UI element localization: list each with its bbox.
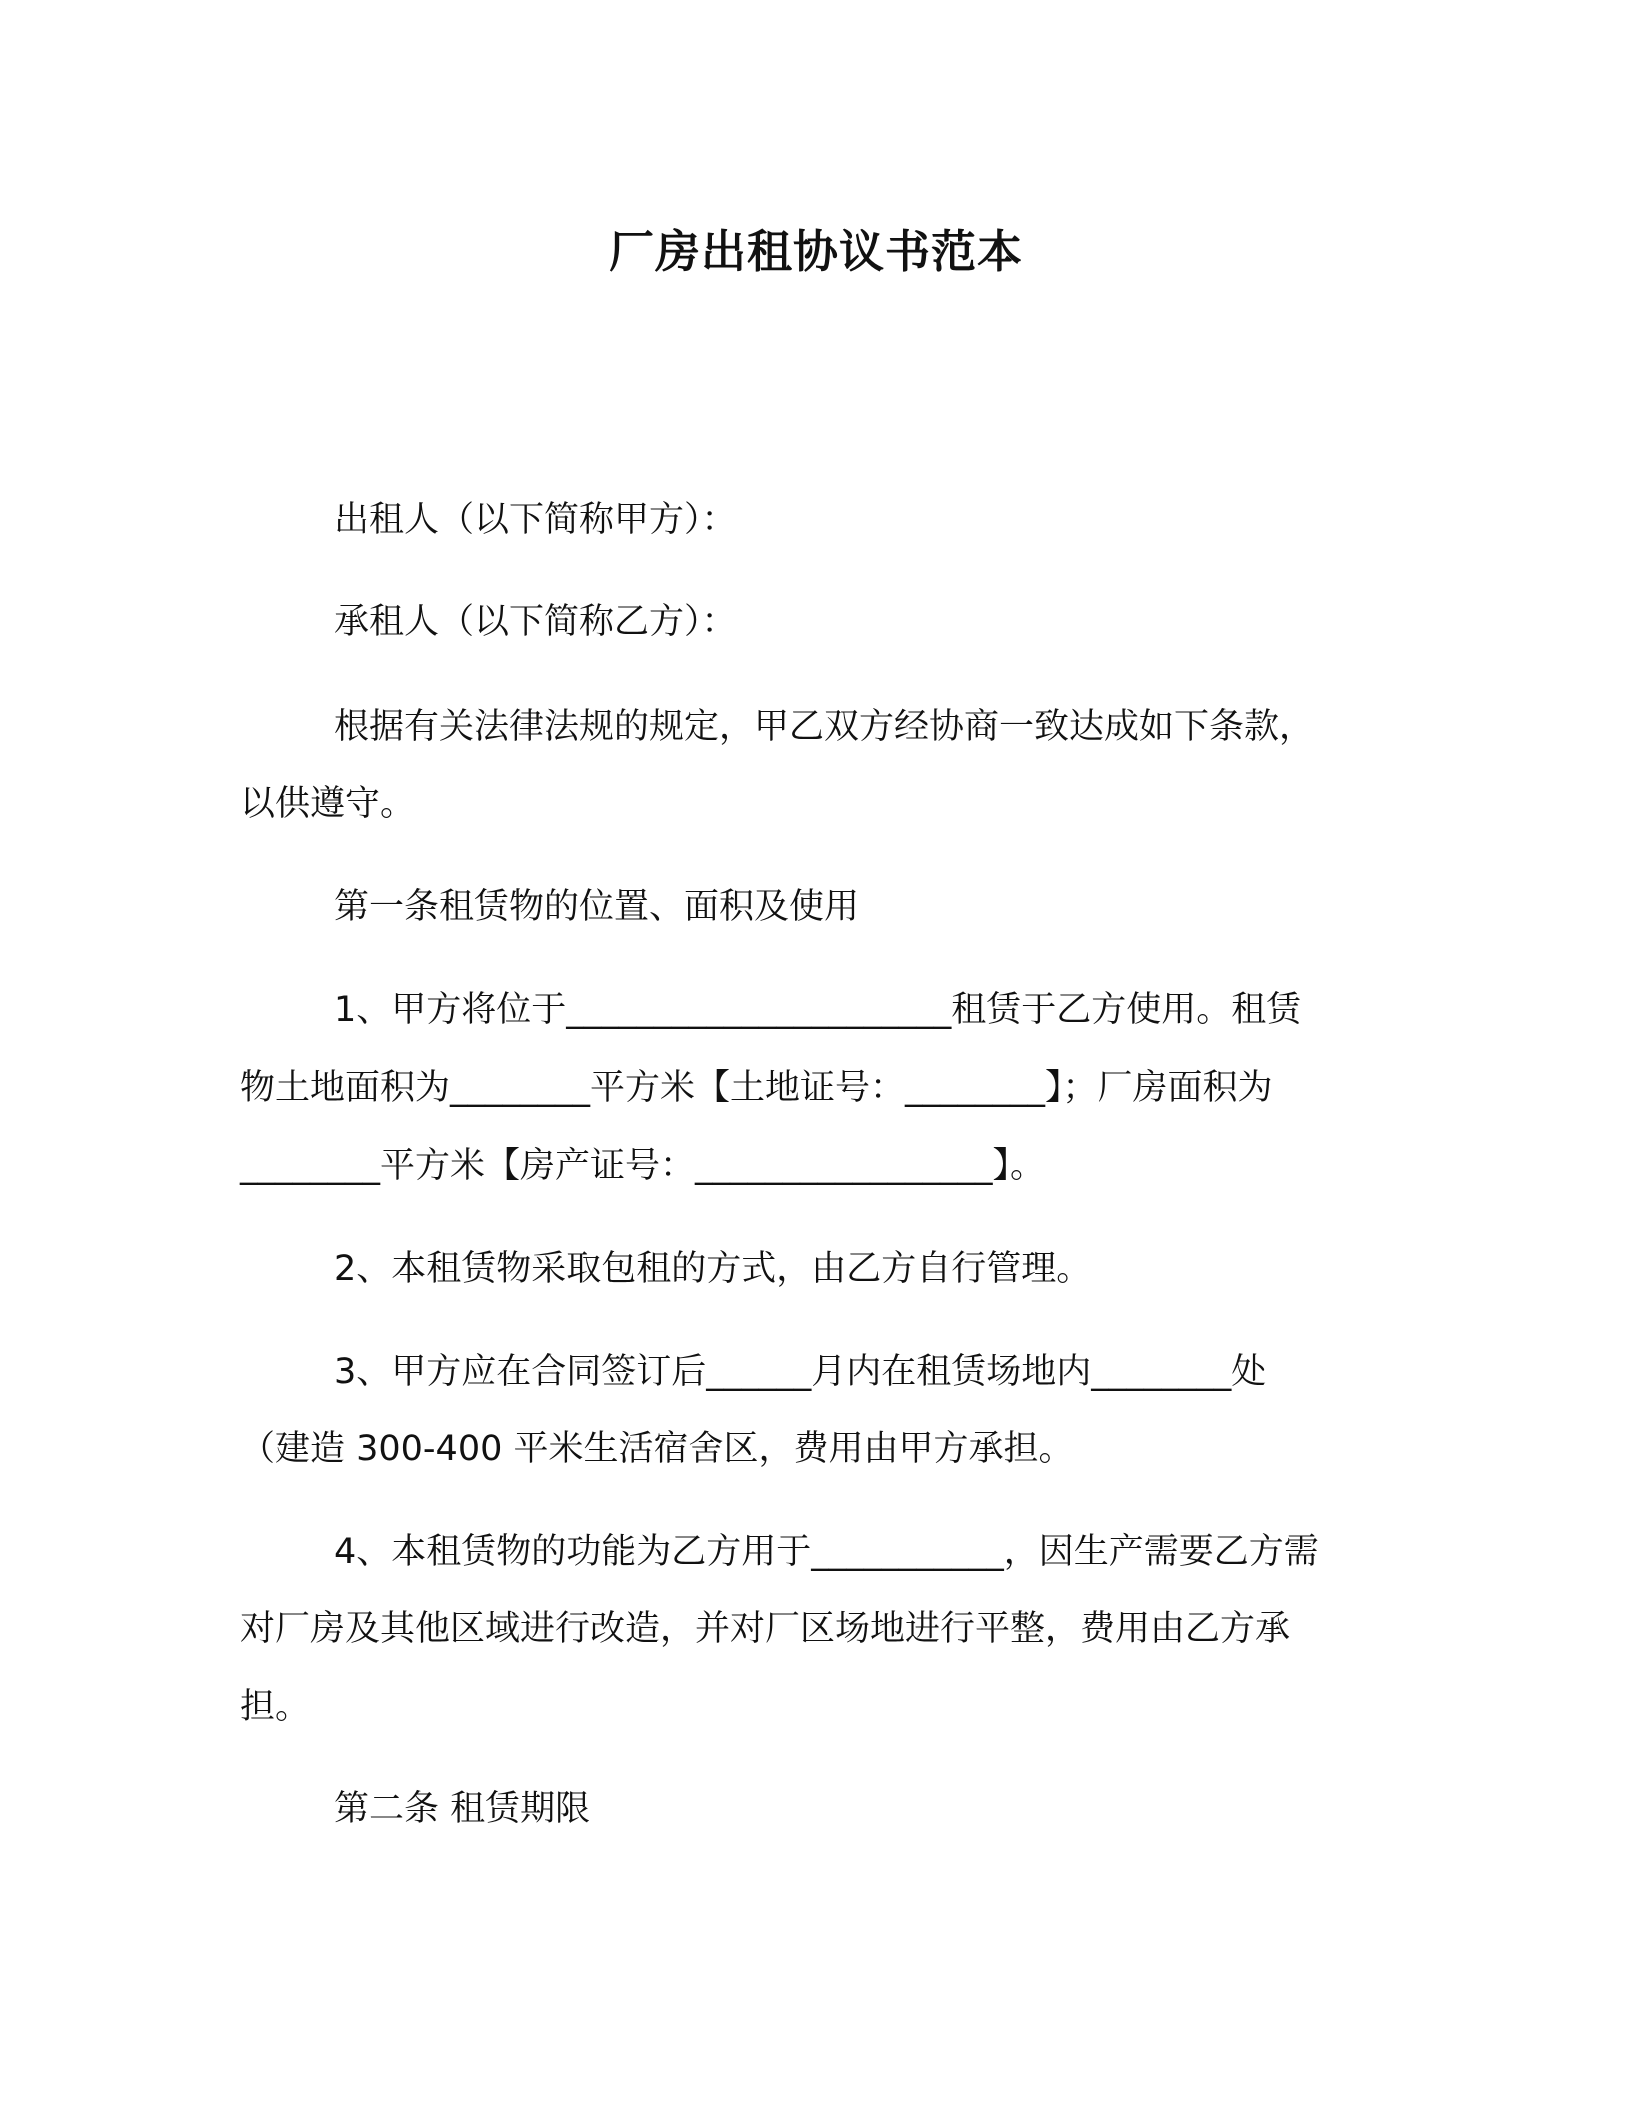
clause-1-line-3: ________平方米【房产证号：_________________】。 [240,1146,1046,1186]
preamble-line-2: 以供遵守。 [240,784,416,824]
clause-4-line-2: 对厂房及其他区域进行改造，并对厂区场地进行平整，费用由乙方承 [240,1609,1291,1649]
article-2-heading: 第二条 租赁期限 [334,1789,591,1829]
lessee-line: 承租人（以下简称乙方）： [334,602,737,642]
article-1-heading: 第一条租赁物的位置、面积及使用 [334,887,860,927]
clause-4-line-3: 担。 [240,1687,311,1727]
clause-2-line: 2、本租赁物采取包租的方式，由乙方自行管理。 [334,1249,1092,1289]
lessor-line: 出租人（以下简称甲方）： [334,500,737,540]
clause-1-line-2: 物土地面积为________平方米【土地证号：________】；厂房面积为 [240,1068,1273,1108]
clause-3-line-1: 3、甲方应在合同签订后______月内在租赁场地内________处 [334,1352,1267,1392]
clause-3-line-2: （建造 300-400 平米生活宿舍区，费用由甲方承担。 [240,1429,1074,1469]
preamble-line-1: 根据有关法律法规的规定，甲乙双方经协商一致达成如下条款， [334,707,1315,747]
clause-1-line-1: 1、甲方将位于______________________租赁于乙方使用。租赁 [334,990,1302,1030]
document-title: 厂房出租协议书范本 [608,225,1023,278]
clause-4-line-1: 4、本租赁物的功能为乙方用于___________，因生产需要乙方需 [334,1532,1319,1572]
